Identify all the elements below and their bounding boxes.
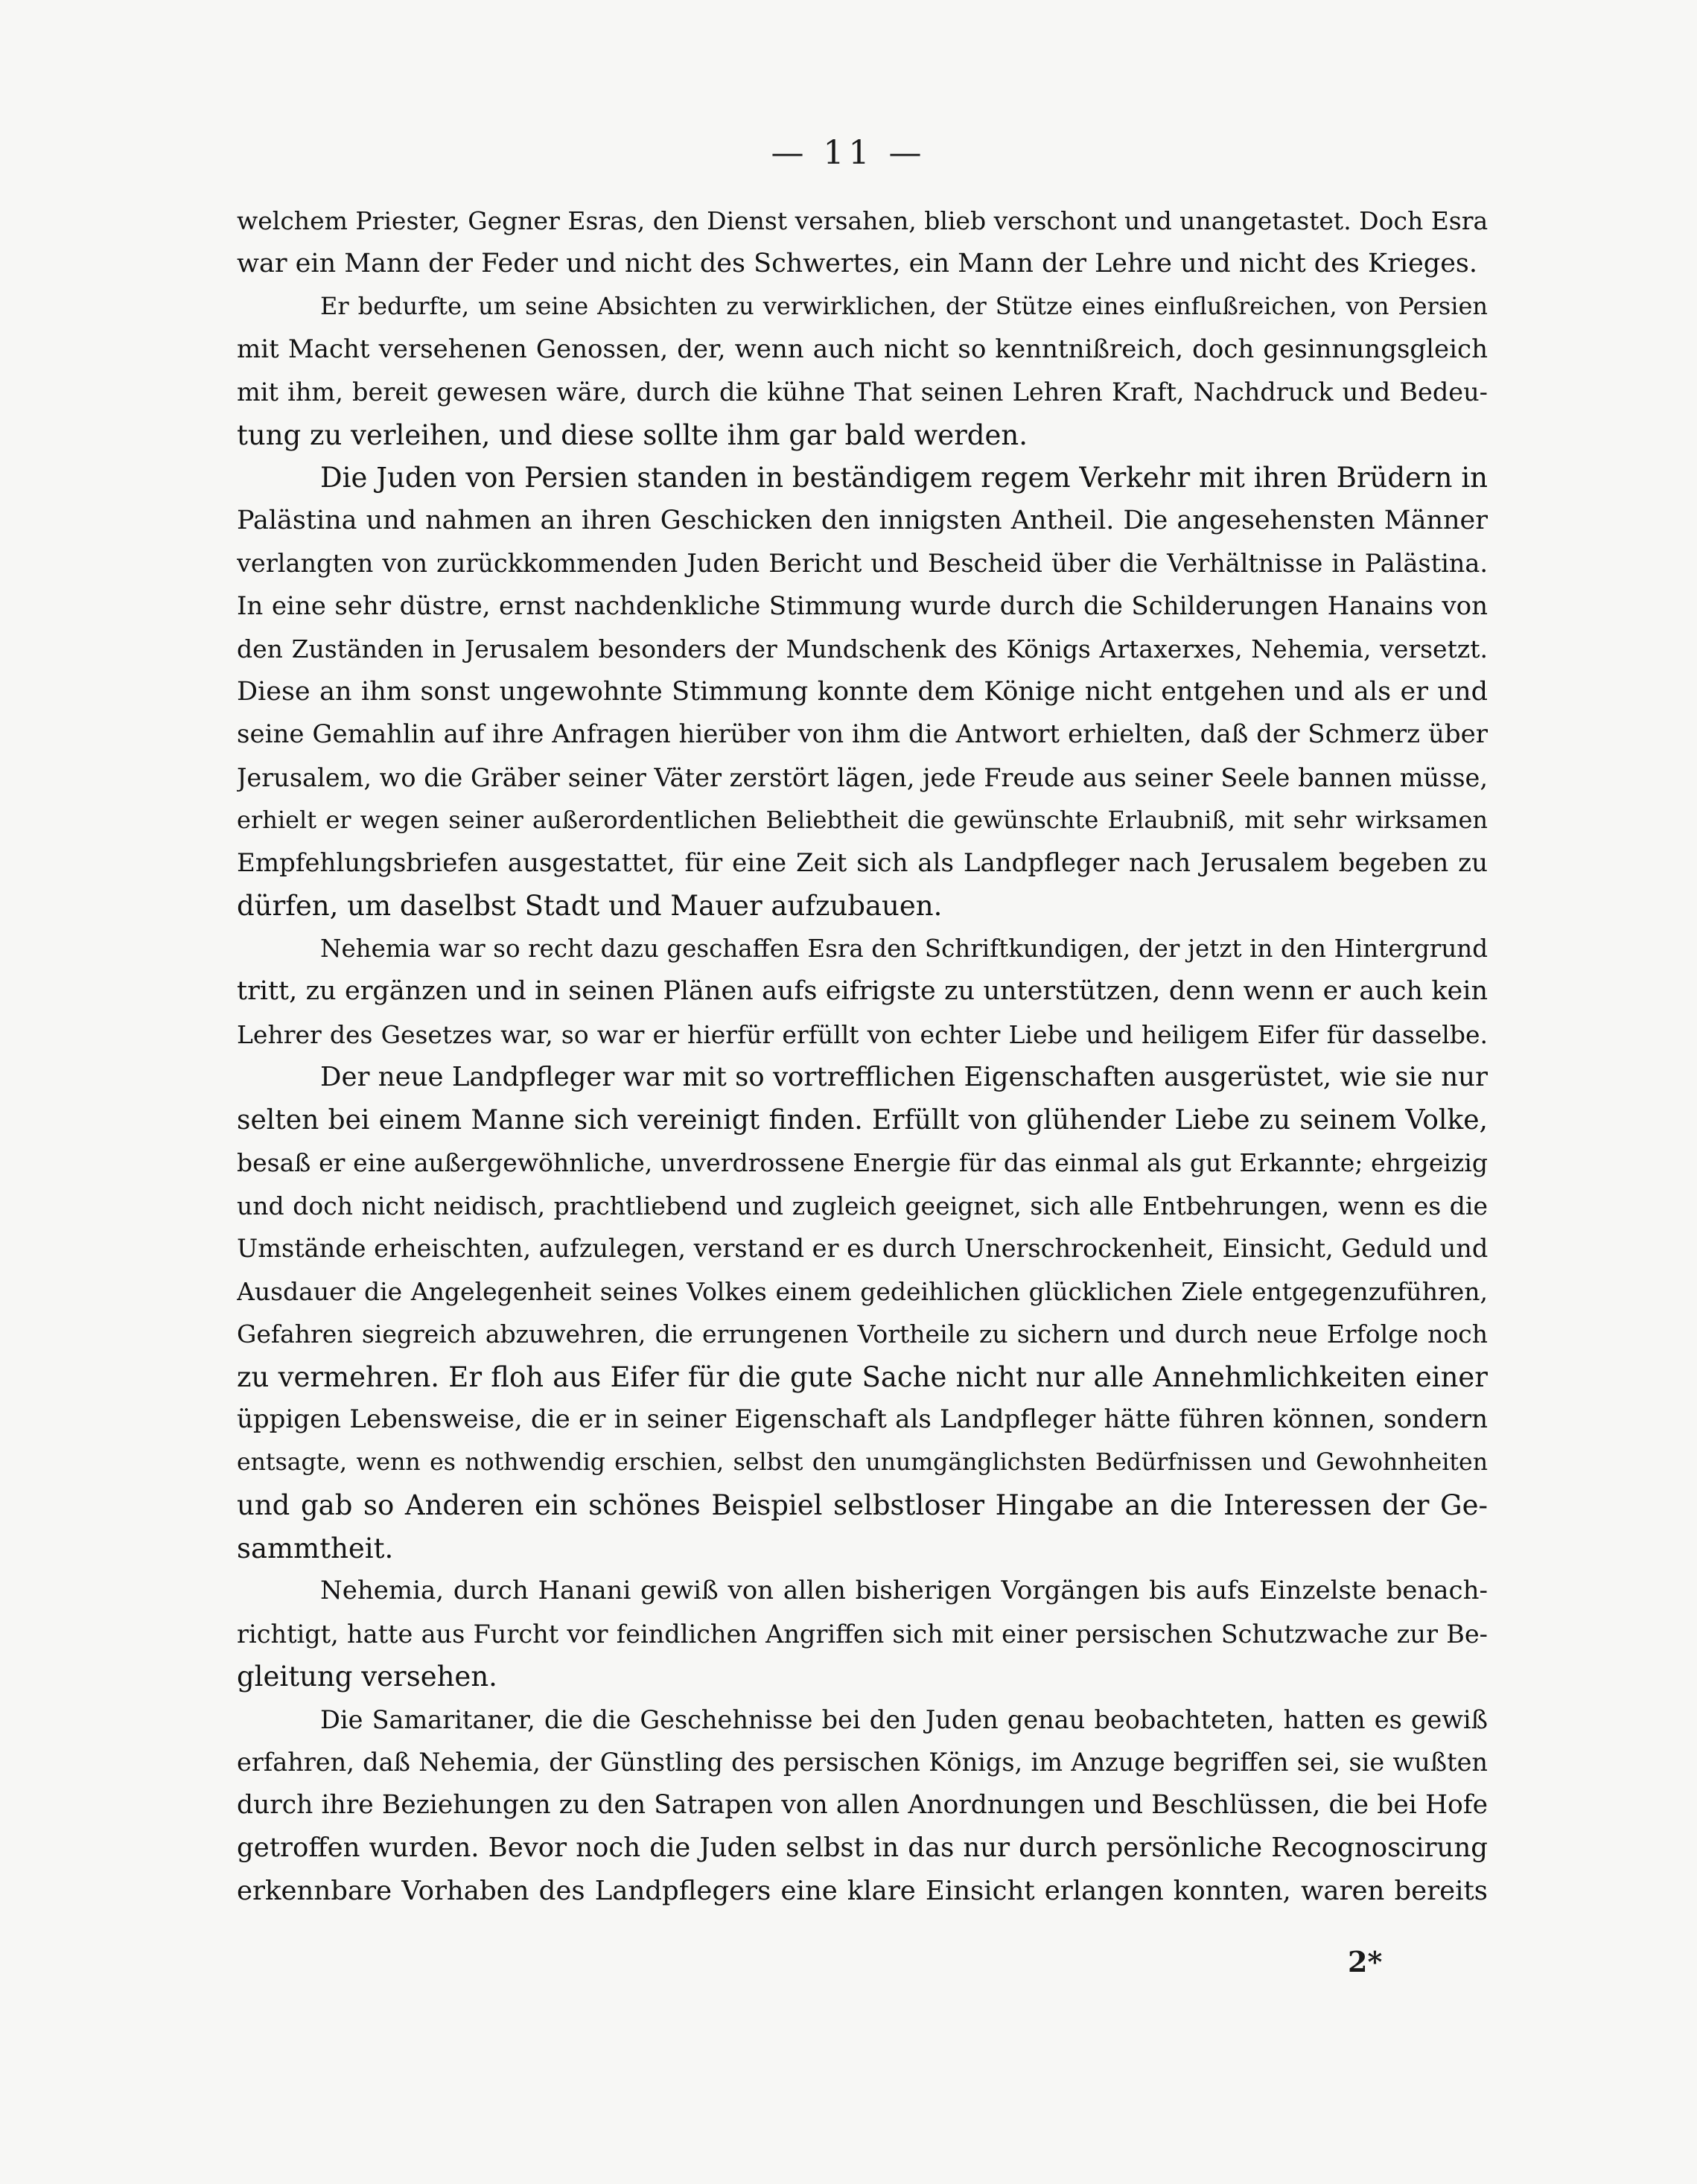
text-line: üppigen Lebensweise, die er in seiner Eigenschaft als Landpfleger hätte führen können, sondern: [237, 1404, 1488, 1434]
text-line: und doch nicht neidisch, prachtliebend und zugleich geeignet, sich alle Entbehrungen, wenn es die: [237, 1191, 1488, 1220]
text-line: mit Macht versehenen Genossen, der, wenn auch nicht so kenntnißreich, doch gesinnungsgleich: [237, 334, 1488, 364]
text-line: selten bei einem Manne sich vereinigt finden. Erfüllt von glühender Liebe zu seinem Volke,: [237, 1104, 1488, 1136]
text-line: Er bedurfte, um seine Absichten zu verwirklichen, der Stütze eines einflußreichen, von Persien: [320, 292, 1488, 320]
text-line: sammtheit.: [237, 1532, 394, 1564]
text-line: seine Gemahlin auf ihre Anfragen hierüber von ihm die Antwort erhielten, daß der Schmerz über: [237, 719, 1488, 749]
text-line: durch ihre Beziehungen zu den Satrapen von allen Anordnungen und Beschlüssen, die bei Hofe: [237, 1789, 1488, 1820]
signature-mark: 2*: [1348, 1945, 1383, 1978]
text-line: erhielt er wegen seiner außerordentlichen Beliebtheit die gewünschte Erlaubniß, mit sehr wirksamen: [237, 806, 1488, 834]
text-line: Umstände erheischten, aufzulegen, verstand er es durch Unerschrockenheit, Einsicht, Geduld und: [237, 1234, 1488, 1263]
text-line: zu vermehren. Er floh aus Eifer für die gute Sache nicht nur alle Annehmlichkeiten einer: [237, 1360, 1488, 1393]
text-line: verlangten von zurückkommenden Juden Bericht und Bescheid über die Verhältnisse in Palästina.: [237, 549, 1488, 578]
text-line: den Zuständen in Jerusalem besonders der Mundschenk des Königs Artaxerxes, Nehemia, versetzt.: [237, 634, 1488, 663]
body-text: [237, 200, 1488, 1912]
text-line: erfahren, daß Nehemia, der Günstling des persischen Königs, im Anzuge begriffen sei, sie wußten: [237, 1748, 1488, 1777]
text-line: Gefahren siegreich abzuwehren, die errungenen Vortheile zu sichern und durch neue Erfolge noch: [237, 1319, 1488, 1349]
text-line: Jerusalem, wo die Gräber seiner Väter zerstört lägen, jede Freude aus seiner Seele bannen müsse,: [237, 763, 1488, 792]
page-number: — 11 —: [771, 134, 926, 172]
text-line: Nehemia war so recht dazu geschaffen Esra den Schriftkundigen, der jetzt in den Hintergrund: [320, 934, 1488, 963]
text-line: dürfen, um daselbst Stadt und Mauer aufzubauen.: [237, 890, 943, 922]
text-line: Die Juden von Persien standen in beständigem regem Verkehr mit ihren Brüdern in: [320, 462, 1488, 494]
text-line: besaß er eine außergewöhnliche, unverdrossene Energie für das einmal als gut Erkannte; ehrgeizig: [237, 1148, 1488, 1177]
text-line: Nehemia, durch Hanani gewiß von allen bisherigen Vorgängen bis aufs Einzelste benach-: [320, 1576, 1488, 1605]
text-line: entsagte, wenn es nothwendig erschien, selbst den unumgänglichsten Bedürfnissen und Gewohnheiten: [237, 1448, 1488, 1476]
text-line: war ein Mann der Feder und nicht des Schwertes, ein Mann der Lehre und nicht des Krieges.: [237, 248, 1478, 278]
text-line: welchem Priester, Gegner Esras, den Dienst versahen, blieb verschont und unangetastet. Doch Esra: [237, 206, 1488, 235]
text-line: erkennbare Vorhaben des Landpflegers eine klare Einsicht erlangen konnten, waren bereits: [237, 1875, 1488, 1906]
text-line: In eine sehr düstre, ernst nachdenkliche Stimmung wurde durch die Schilderungen Hanains von: [237, 590, 1488, 621]
text-line: Empfehlungsbriefen ausgestattet, für eine Zeit sich als Landpfleger nach Jerusalem begeben zu: [237, 847, 1488, 878]
text-line: Die Samaritaner, die die Geschehnisse bei den Juden genau beobachteten, hatten es gewiß: [320, 1704, 1488, 1734]
text-line: gleitung versehen.: [237, 1661, 497, 1693]
text-line: tung zu verleihen, und diese sollte ihm gar bald werden.: [237, 418, 1028, 451]
text-line: richtigt, hatte aus Furcht vor feindlichen Angriffen sich mit einer persischen Schutzwache zur Be-: [237, 1619, 1488, 1649]
text-line: Palästina und nahmen an ihren Geschicken den innigsten Antheil. Die angesehensten Männer: [237, 505, 1488, 535]
text-line: Der neue Landpfleger war mit so vortrefflichen Eigenschaften ausgerüstet, wie sie nur: [320, 1062, 1488, 1092]
text-line: mit ihm, bereit gewesen wäre, durch die kühne That seinen Lehren Kraft, Nachdruck und Bedeu-: [237, 378, 1488, 407]
text-line: und gab so Anderen ein schönes Beispiel selbstloser Hingabe an die Interessen der Ge-: [237, 1489, 1488, 1521]
text-line: tritt, zu ergänzen und in seinen Plänen aufs eifrigste zu unterstützen, denn wenn er auch kein: [237, 976, 1488, 1006]
text-line: Ausdauer die Angelegenheit seines Volkes einem gedeihlichen glücklichen Ziele entgegenzuführen,: [237, 1276, 1488, 1306]
text-line: Diese an ihm sonst ungewohnte Stimmung konnte dem Könige nicht entgehen und als er und: [237, 676, 1488, 707]
text-line: getroffen wurden. Bevor noch die Juden selbst in das nur durch persönliche Recognoscirung: [237, 1833, 1488, 1863]
text-line: Lehrer des Gesetzes war, so war er hierfür erfüllt von echter Liebe und heiligem Eifer für dasselbe.: [237, 1019, 1488, 1049]
